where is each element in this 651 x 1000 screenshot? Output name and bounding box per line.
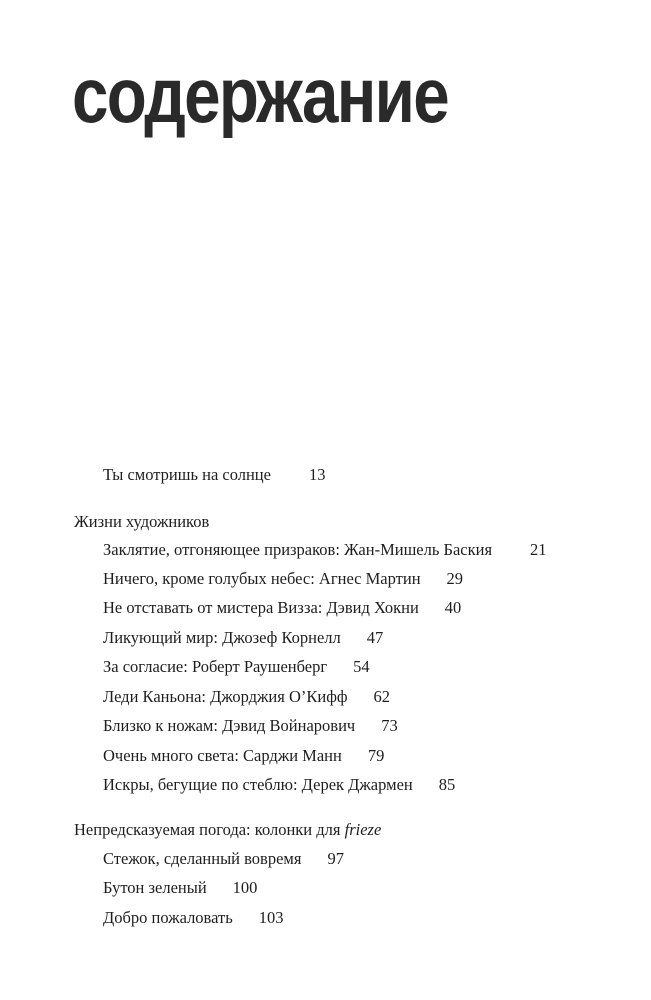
toc-entry-page: 97: [327, 849, 344, 868]
toc-entry-title: Заклятие, отгоняющее призраков: Жан-Мишель Баския: [103, 540, 493, 559]
toc-section-title: [74, 820, 381, 840]
toc-entry-title: Бутон зеленый: [103, 878, 207, 897]
toc-entry-page: 85: [438, 775, 456, 794]
toc-entry-page: 79: [367, 746, 385, 765]
toc-entry: [103, 569, 463, 589]
toc-entry: [103, 878, 257, 898]
toc-entry-page: 29: [446, 569, 464, 588]
toc-section-title-main: Непредсказуемая погода: колонки для: [74, 820, 345, 839]
toc-entry: [103, 598, 461, 618]
toc-entry: [103, 775, 455, 795]
toc-entry: [103, 716, 398, 736]
toc-entry-title: Близко к ножам: Дэвид Войнарович: [103, 716, 356, 735]
toc-entry-title: Стежок, сделанный вовремя: [103, 849, 302, 868]
toc-entry-page: 54: [353, 657, 370, 676]
toc-entry-intro: [103, 465, 325, 485]
toc-entry-title: Ничего, кроме голубых небес: Агнес Мартин: [103, 569, 421, 588]
toc-entry-title: За согласие: Роберт Раушенберг: [103, 657, 328, 676]
toc-section-title: Жизни художников: [74, 512, 210, 531]
toc-entry-title: Ты смотришь на солнце: [103, 465, 271, 484]
toc-entry: [103, 687, 390, 707]
toc-entry: [103, 849, 344, 869]
toc-entry: [103, 657, 370, 677]
toc-entry-title: Искры, бегущие по стеблю: Дерек Джармен: [103, 775, 413, 794]
toc-entry-page: 73: [381, 716, 398, 735]
toc-entry-page: 47: [366, 628, 384, 647]
toc-entry: [103, 628, 383, 648]
toc-entry-title: Не отставать от мистера Визза: Дэвид Хокни: [103, 598, 419, 617]
toc-entry-page: 103: [258, 908, 284, 927]
toc-entry: [103, 746, 384, 766]
toc-entry: [103, 908, 284, 928]
toc-entry-page: 62: [373, 687, 391, 706]
toc-section-title-italic: frieze: [344, 820, 382, 839]
toc-entry-title: Очень много света: Сарджи Манн: [103, 746, 342, 765]
toc-entry-page: 13: [308, 465, 326, 484]
toc-entry-title: Ликующий мир: Джозеф Корнелл: [103, 628, 341, 647]
toc-entry-title: Леди Каньона: Джорджия О’Кифф: [103, 687, 348, 706]
toc-entry-page: 21: [530, 540, 547, 559]
toc-entry-page: 40: [444, 598, 462, 617]
toc-entry-title: Добро пожаловать: [103, 908, 233, 927]
toc-entry-page: 100: [232, 878, 258, 897]
page-title: содержание: [72, 51, 448, 139]
toc-entry: [103, 540, 547, 560]
